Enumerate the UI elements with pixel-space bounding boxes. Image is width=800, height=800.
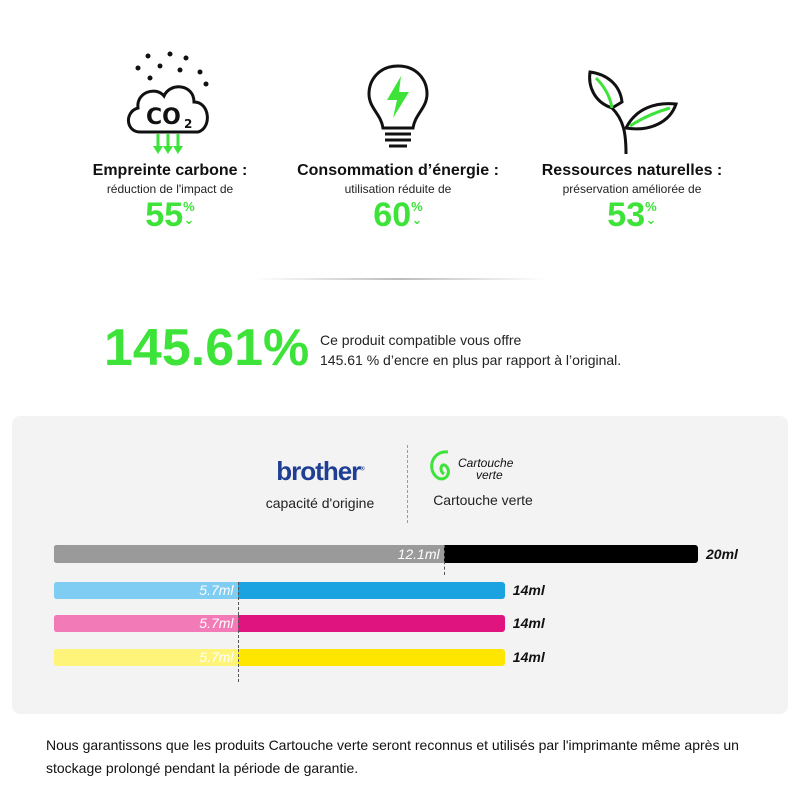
percent-down-icon: % ⌄ (645, 199, 657, 227)
section-divider (255, 278, 545, 280)
bar-original-label: 5.7ml (199, 615, 234, 631)
bar-green-label: 20ml (706, 546, 738, 562)
benefit-title: Empreinte carbone : (92, 162, 248, 179)
benefit-value: 60 (373, 196, 412, 234)
benefit-title: Consommation d’énergie : (297, 162, 499, 179)
leaf-icon (512, 40, 752, 158)
brand-original (240, 456, 400, 511)
brother-logo: brother® (276, 456, 364, 486)
bar-green-label: 14ml (512, 582, 545, 598)
benefit-percentage (50, 196, 290, 234)
green-logo-line-2: verte (476, 468, 503, 482)
highlight-line-1: Ce produit compatible vous offre (320, 332, 522, 348)
percent-down-icon: % ⌄ (183, 199, 195, 227)
svg-text:CO: CO (146, 105, 181, 130)
svg-text:2: 2 (184, 117, 193, 131)
highlight-description (320, 330, 621, 370)
brand-green (418, 448, 548, 508)
highlight-value: 145.61% (104, 319, 310, 377)
bar-original-label: 5.7ml (199, 582, 234, 598)
benefit-resources (512, 40, 752, 234)
green-logo-line-1: Cartouche (458, 456, 514, 470)
benefit-subtitle: réduction de l'impact de (106, 182, 234, 196)
brand-green-caption: Cartouche verte (433, 492, 533, 508)
highlight-line-2: 145.61 % d’encre en plus par rapport à l’original. (320, 352, 622, 368)
co2-cloud-icon (50, 40, 290, 158)
bar-original-marker (444, 545, 445, 575)
brand-original-caption: capacité d'origine (265, 495, 375, 511)
benefit-percentage (512, 196, 752, 234)
bar-green-label: 14ml (512, 615, 545, 631)
bar-original-marker (238, 582, 239, 615)
benefit-title: Ressources naturelles : (541, 162, 723, 179)
bar-original-marker (238, 615, 239, 648)
benefit-percentage (278, 196, 518, 234)
benefit-subtitle: préservation améliorée de (562, 182, 702, 196)
bar-original-label: 12.1ml (397, 546, 440, 562)
bar-original-label: 5.7ml (199, 649, 234, 665)
benefit-carbon (50, 40, 290, 234)
brand-separator (407, 445, 408, 523)
bar-original-marker (238, 649, 239, 682)
benefit-energy (278, 40, 518, 234)
bar-green-label: 14ml (512, 649, 545, 665)
benefit-subtitle: utilisation réduite de (344, 182, 452, 196)
guarantee-text: Nous garantissons que les produits Cartouche verte seront reconnus et utilisés par l'imprimante même après un stockage prolongé pendant la période de garantie. (46, 737, 739, 776)
percent-down-icon: % ⌄ (411, 199, 423, 227)
lightbulb-icon (278, 40, 518, 158)
cartouche-verte-logo (418, 448, 548, 484)
benefit-value: 55 (145, 196, 184, 234)
comparison-panel (12, 416, 788, 714)
benefit-value: 53 (607, 196, 646, 234)
